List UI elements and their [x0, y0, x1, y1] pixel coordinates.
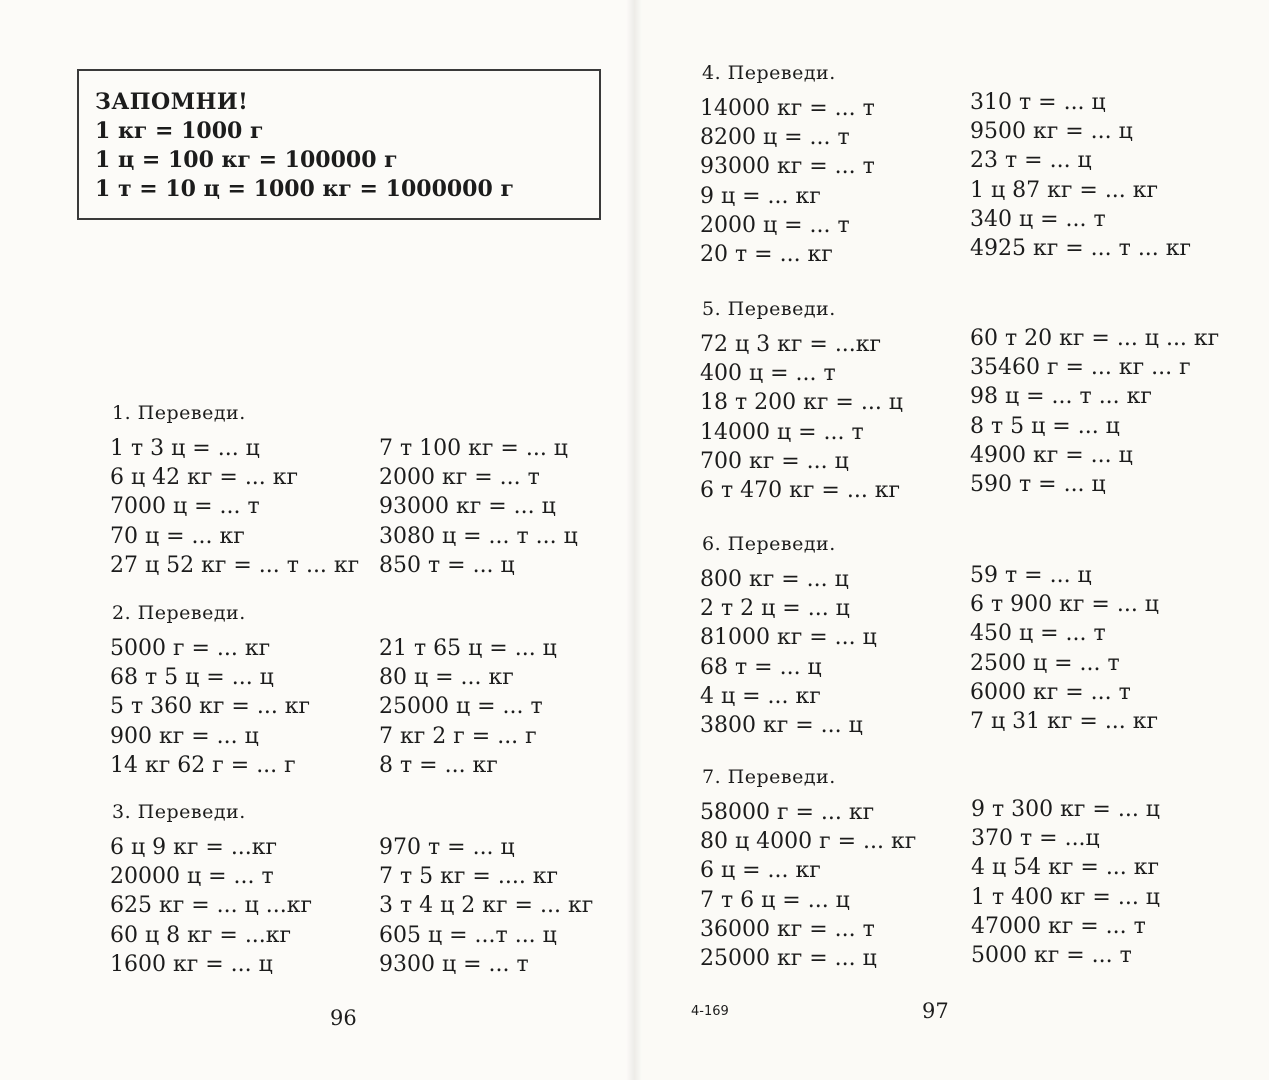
memo-line: 1 кг = 1000 г — [95, 118, 264, 144]
print-code: 4-169 — [691, 1004, 729, 1019]
exercise-item: 35460 г = ... кг ... г — [970, 355, 1191, 381]
exercise-item: 2000 ц = ... т — [700, 212, 850, 238]
exercise-item: 9300 ц = ... т — [379, 951, 529, 977]
exercise-item: 80 ц 4000 г = ... кг — [700, 829, 917, 855]
memo-line: 1 т = 10 ц = 1000 кг = 1000000 г — [95, 176, 514, 202]
exercise-item: 14000 кг = ... т — [700, 96, 875, 121]
exercise-title: 2. Переведи. — [112, 602, 246, 624]
exercise-item: 625 кг = ... ц ...кг — [110, 893, 313, 919]
exercise-item: 450 ц = ... т — [970, 621, 1106, 647]
exercise-item: 700 кг = ... ц — [700, 448, 849, 474]
exercise-item: 5 т 360 кг = ... кг — [110, 694, 311, 720]
exercise-item: 23 т = ... ц — [970, 148, 1092, 174]
exercise-title: 4. Переведи. — [702, 62, 836, 84]
exercise-item: 9 ц = ... кг — [700, 183, 821, 209]
exercise-item: 81000 кг = ... ц — [700, 625, 877, 651]
book-gutter — [626, 0, 642, 1080]
exercise-item: 400 ц = ... т — [700, 361, 836, 387]
exercise-title: 1. Переведи. — [112, 402, 246, 424]
exercise-item: 7 т 100 кг = ... ц — [379, 436, 568, 461]
exercise-right-column — [970, 324, 1219, 499]
exercise-item: 6 т 470 кг = ... кг — [700, 478, 901, 504]
exercise-title: 3. Переведи. — [112, 801, 246, 823]
exercise-item: 3800 кг = ... ц — [700, 713, 863, 739]
exercise-item: 93000 кг = ... т — [700, 154, 875, 180]
exercise-item: 47000 кг = ... т — [971, 913, 1146, 939]
exercise-item: 72 ц 3 кг = ...кг — [700, 332, 882, 357]
exercise-item: 58000 г = ... кг — [700, 800, 875, 825]
exercise-item: 5000 кг = ... т — [971, 943, 1132, 969]
exercise-item: 1 т 3 ц = ... ц — [110, 436, 260, 461]
exercise-item: 4925 кг = ... т ... кг — [970, 236, 1192, 262]
exercise-item: 3 т 4 ц 2 кг = ... кг — [379, 893, 594, 919]
exercise-item: 2 т 2 ц = ... ц — [700, 596, 850, 622]
exercise-item: 21 т 65 ц = ... ц — [379, 636, 557, 661]
exercise-item: 25000 кг = ... ц — [700, 946, 877, 972]
exercise-item: 6 т 900 кг = ... ц — [970, 592, 1159, 618]
exercise-5 — [700, 296, 1220, 504]
exercise-item: 7000 ц = ... т — [110, 494, 260, 520]
exercise-item: 68 т = ... ц — [700, 654, 822, 680]
exercise-item: 98 ц = ... т ... кг — [970, 384, 1152, 410]
exercise-item: 80 ц = ... кг — [379, 665, 514, 691]
exercise-item: 60 т 20 кг = ... ц ... кг — [970, 326, 1220, 351]
exercise-item: 59 т = ... ц — [970, 563, 1092, 588]
exercise-title: 5. Переведи. — [702, 298, 836, 320]
exercise-item: 5000 г = ... кг — [110, 636, 271, 661]
exercise-item: 4 ц 54 кг = ... кг — [971, 855, 1160, 881]
exercise-left-column — [700, 330, 903, 505]
exercise-1 — [110, 400, 578, 578]
exercise-item: 6 ц 9 кг = ...кг — [110, 835, 278, 860]
exercise-item: 8 т = ... кг — [379, 752, 498, 778]
exercise-item: 310 т = ... ц — [970, 90, 1106, 115]
exercise-item: 9500 кг = ... ц — [970, 119, 1133, 145]
exercise-item: 340 ц = ... т — [970, 206, 1106, 232]
exercise-left-column — [700, 94, 875, 269]
exercise-right-column — [379, 833, 593, 979]
exercise-right-column — [379, 434, 578, 580]
exercise-left-column — [110, 833, 312, 979]
exercise-title: 6. Переведи. — [702, 533, 836, 555]
exercise-3 — [110, 799, 594, 977]
exercise-item: 900 кг = ... ц — [110, 723, 259, 749]
exercise-item: 2000 кг = ... т — [379, 465, 540, 491]
exercise-item: 93000 кг = ... ц — [379, 494, 556, 520]
exercise-right-column — [379, 634, 557, 780]
exercise-item: 4900 кг = ... ц — [970, 442, 1133, 468]
exercise-item: 6 ц 42 кг = ... кг — [110, 465, 299, 491]
exercise-7 — [700, 764, 1160, 972]
exercise-item: 6 ц = ... кг — [700, 858, 821, 884]
exercise-item: 1 ц 87 кг = ... кг — [970, 177, 1159, 203]
exercise-item: 7 кг 2 г = ... г — [379, 723, 537, 749]
exercise-item: 850 т = ... ц — [379, 552, 515, 578]
page-number-right: 97 — [922, 999, 949, 1023]
exercise-2 — [110, 600, 557, 778]
exercise-item: 4 ц = ... кг — [700, 683, 821, 709]
exercise-item: 20000 ц = ... т — [110, 864, 274, 890]
exercise-item: 800 кг = ... ц — [700, 567, 849, 592]
exercise-item: 70 ц = ... кг — [110, 523, 245, 549]
memo-line: 1 ц = 100 кг = 100000 г — [95, 147, 398, 173]
exercise-item: 68 т 5 ц = ... ц — [110, 665, 274, 691]
exercise-item: 7 т 5 кг = .... кг — [379, 864, 559, 890]
exercise-item: 2500 ц = ... т — [970, 650, 1120, 676]
exercise-item: 25000 ц = ... т — [379, 694, 543, 720]
exercise-item: 36000 кг = ... т — [700, 916, 875, 942]
exercise-item: 7 ц 31 кг = ... кг — [970, 709, 1159, 735]
exercise-right-column — [970, 88, 1191, 263]
exercise-item: 8200 ц = ... т — [700, 125, 850, 151]
page-number-left: 96 — [330, 1006, 357, 1030]
exercise-item: 7 т 6 ц = ... ц — [700, 887, 850, 913]
exercise-item: 27 ц 52 кг = ... т ... кг — [110, 552, 360, 578]
memo-title: ЗАПОМНИ! — [95, 89, 249, 115]
exercise-item: 14 кг 62 г = ... г — [110, 752, 296, 778]
exercise-right-column — [971, 795, 1160, 970]
exercise-item: 9 т 300 кг = ... ц — [971, 797, 1160, 822]
memo-box — [77, 69, 601, 220]
exercise-item: 370 т = ...ц — [971, 826, 1100, 852]
exercise-left-column — [700, 565, 877, 740]
exercise-item: 590 т = ... ц — [970, 472, 1106, 498]
exercise-left-column — [700, 798, 916, 973]
exercise-item: 8 т 5 ц = ... ц — [970, 413, 1120, 439]
exercise-item: 60 ц 8 кг = ...кг — [110, 922, 292, 948]
exercise-right-column — [970, 561, 1159, 736]
exercise-item: 18 т 200 кг = ... ц — [700, 390, 903, 416]
exercise-item: 605 ц = ...т ... ц — [379, 922, 557, 948]
exercise-title: 7. Переведи. — [702, 766, 836, 788]
exercise-left-column — [110, 634, 310, 780]
exercise-6 — [700, 531, 1159, 739]
exercise-item: 970 т = ... ц — [379, 835, 515, 860]
exercise-item: 1 т 400 кг = ... ц — [971, 884, 1160, 910]
exercise-item: 3080 ц = ... т ... ц — [379, 523, 578, 549]
exercise-left-column — [110, 434, 359, 580]
exercise-item: 20 т = ... кг — [700, 242, 833, 268]
exercise-item: 1600 кг = ... ц — [110, 951, 273, 977]
exercise-item: 14000 ц = ... т — [700, 419, 864, 445]
exercise-item: 6000 кг = ... т — [970, 679, 1131, 705]
exercise-4 — [700, 60, 1192, 268]
